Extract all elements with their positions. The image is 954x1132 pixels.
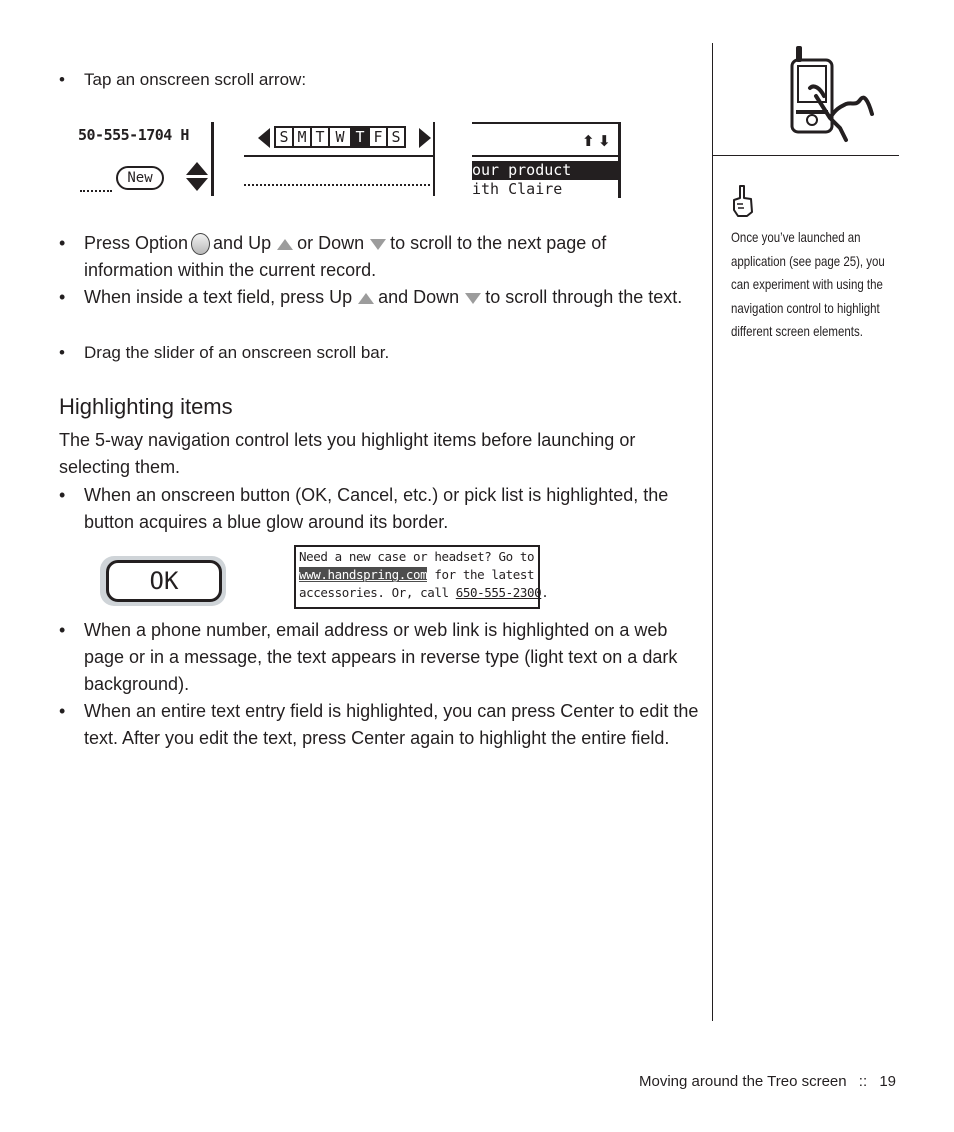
ok-button[interactable]: OK [106,560,222,602]
bullet-text-field-scroll [59,284,699,311]
bullet-text: When an onscreen button (OK, Cancel, etc.) or pick list is highlighted, the button acquires a blue glow around its border. [84,485,669,532]
bullet-text: Tap an onscreen scroll arrow: [84,70,307,89]
scroll-down-arrow-icon[interactable] [186,178,208,191]
footer-title: Moving around the Treo screen [639,1073,847,1090]
list-down-arrow-icon[interactable]: ⬇ [598,133,611,150]
section-heading: Highlighting items [59,394,233,419]
treo-hand-icon [786,44,878,144]
list-top-border [472,122,620,124]
day-mon[interactable]: M [294,128,312,146]
screen-sample-week [244,122,436,196]
week-day-bar [274,126,406,148]
dotted-field-line [244,184,430,186]
web-line-2 [299,566,535,584]
bullet-press-center [59,698,699,752]
web-line-3 [299,584,549,602]
list-item-highlighted[interactable]: our product [472,161,618,180]
footer-separator: :: [858,1073,868,1090]
text-and-down: and Down [378,287,460,307]
text-inside-field: When inside a text field, press Up [84,287,353,307]
day-tue[interactable]: T [312,128,330,146]
sidebar-rule [712,155,899,156]
day-fri[interactable]: F [370,128,388,146]
bullet-drag-slider [59,339,699,366]
list-header-underline [472,155,620,157]
section-intro: The 5-way navigation control lets you highlight items before launching or selecting them. [59,430,636,477]
day-wed[interactable]: W [330,128,352,146]
down-arrow-icon [465,293,481,304]
bullet-text: When an entire text entry field is highlighted, you can press Center to edit the text. After you edit the text, press Center again to highlight the entire field. [84,701,699,748]
week-header-underline [244,155,434,157]
web-phone-link[interactable]: 650-555-2300 [455,585,542,600]
web-line-3-pre: accessories. Or, call [299,585,456,600]
web-line-2-rest: for the latest [427,567,535,582]
screen-sample-contact [78,122,214,196]
bullet-text: When a phone number, email address or web link is highlighted on a web page or in a message, the text appears in reverse type (light text on a dark background). [84,620,678,694]
bullet-dot: • [59,70,65,89]
bullet-reverse-type [59,617,699,698]
page-number: 19 [879,1073,896,1090]
web-line-3-end: . [541,585,549,600]
day-sat[interactable]: S [391,128,401,146]
bullet-text: Drag the slider of an onscreen scroll bar. [84,343,390,362]
day-sun[interactable]: S [276,128,294,146]
web-line-1: Need a new case or headset? Go to [299,549,535,564]
text-press-option: Press Option [84,233,189,253]
down-arrow-icon [370,239,386,250]
text-and-up: and Up [213,233,272,253]
week-left-arrow-icon[interactable] [258,128,270,148]
day-thu[interactable]: T [352,128,370,146]
screen-right-edge [433,122,435,196]
screen-right-edge [211,122,214,196]
up-arrow-icon [277,239,293,250]
sidebar-tip-text: Once you’ve launched an application (see page 25), you can experiment with using the navigation control to highlight different screen elements. [731,229,885,339]
bullet-dot: • [59,485,66,505]
web-link-highlighted[interactable]: www.handspring.com [299,567,428,582]
bullet-dot: • [59,343,65,362]
bullet-button-glow [59,482,699,536]
list-item[interactable]: ith Claire [472,180,563,198]
screen-right-edge [618,122,621,198]
bullet-text [84,230,699,284]
tip-hand-icon [731,184,755,218]
bullet-tap-scroll-arrow [59,66,699,93]
bullet-dot: • [59,287,66,307]
bullet-dot: • [59,233,66,253]
bullet-text [84,284,699,311]
list-up-arrow-icon[interactable]: ⬆ [582,133,595,150]
bullet-dot: • [59,701,66,721]
text-scroll-next-page: to scroll to the next page of information within the current record. [84,233,607,280]
page-footer [560,1071,896,1093]
screen-sample-list [472,122,622,198]
new-button[interactable]: New [116,166,164,190]
column-divider [712,43,713,1021]
scroll-up-arrow-icon[interactable] [186,162,208,175]
dotted-underline [80,190,112,192]
web-sample-box [294,545,549,609]
bullet-press-option [59,230,699,284]
bullet-dot: • [59,620,66,640]
option-key-icon [191,233,210,255]
text-scroll-through: to scroll through the text. [485,287,683,307]
week-right-arrow-icon[interactable] [419,128,431,148]
phone-number-text: 50-555-1704 H [78,126,189,144]
up-arrow-icon [358,293,374,304]
text-or-down: or Down [297,233,365,253]
